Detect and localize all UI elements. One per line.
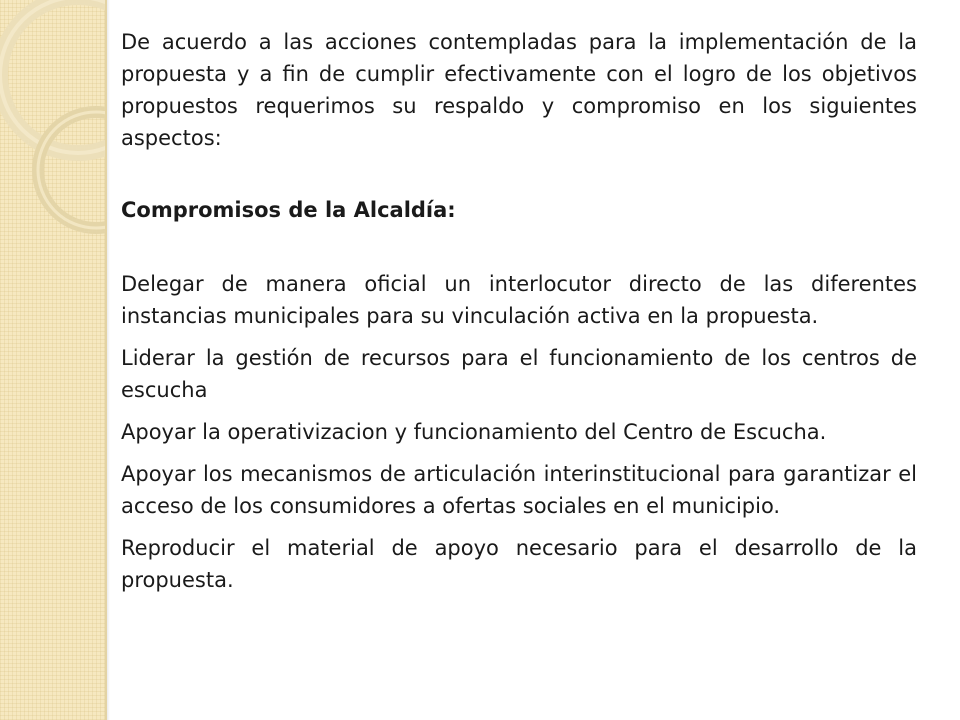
document-body xyxy=(121,26,917,606)
section-heading: Compromisos de la Alcaldía: xyxy=(121,198,456,222)
decorative-rings-icon xyxy=(0,0,105,720)
decorative-side-band xyxy=(0,0,105,720)
intro-paragraph: De acuerdo a las acciones contempladas para la implementación de la propuesta y a fin de cumplir efectivamente con el logro de los objetivos propuestos requerimos su respaldo y compromiso en los siguientes aspectos: xyxy=(121,30,917,150)
commitment-item-2: Liderar la gestión de recursos para el funcionamiento de los centros de escucha xyxy=(121,346,917,402)
band-shadow xyxy=(107,0,110,720)
commitment-item-5: Reproducir el material de apoyo necesario para el desarrollo de la propuesta. xyxy=(121,536,917,592)
commitment-item-3: Apoyar la operativizacion y funcionamiento del Centro de Escucha. xyxy=(121,420,827,444)
commitment-item-4: Apoyar los mecanismos de articulación interinstitucional para garantizar el acceso de los consumidores a ofertas sociales en el municipio. xyxy=(121,462,917,518)
commitment-item-1: Delegar de manera oficial un interlocutor directo de las diferentes instancias municipales para su vinculación activa en la propuesta. xyxy=(121,272,917,328)
